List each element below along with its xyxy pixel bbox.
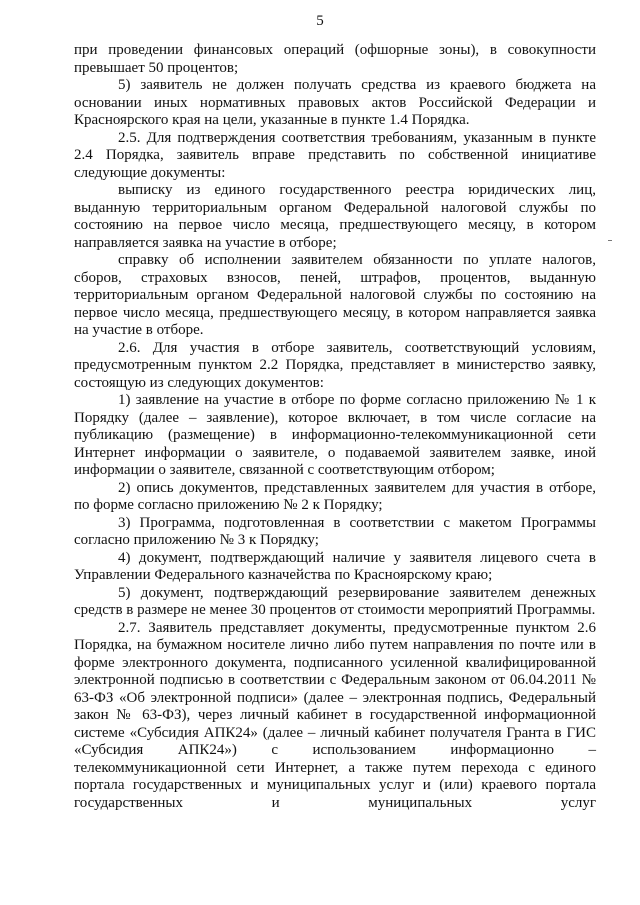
paragraph-2-6: 2.6. Для участия в отборе заявитель, соответствующий условиям, предусмотренным пунктом 2.2 Порядка, представляет в министерство заявку, состоящую из следующих документов: bbox=[74, 339, 596, 391]
paragraph-item-5-reservation: 5) документ, подтверждающий резервирование заявителем денежных средств в размере не менее 30 процентов от стоимости мероприятий Программы. bbox=[74, 584, 596, 618]
paragraph-egrul-extract: выписку из единого государственного реестра юридических лиц, выданную территориальным органом Федеральной налоговой службы по состоянию на первое число месяца, предшествующего месяцу, в котором направляется заявка на участие в отборе; bbox=[74, 182, 596, 251]
paragraph-item-5-budget: 5) заявитель не должен получать средства из краевого бюджета на основании иных нормативных правовых актов Российской Федерации и Красноярского края на цели, указанные в пункте 1.4 Порядка. bbox=[74, 77, 596, 128]
page-number: 5 bbox=[316, 13, 324, 29]
paragraph-offshore-continuation: при проведении финансовых операций (офшорные зоны), в совокупности превышает 50 процентов; bbox=[74, 42, 596, 76]
paragraph-tax-certificate: справку об исполнении заявителем обязанности по уплате налогов, сборов, страховых взносов, пеней, штрафов, процентов, выданную территориальным органом Федеральной налоговой службы по состоянию на первое число месяца, предшествующего месяцу, в котором направляется заявка на участие в отборе. bbox=[74, 252, 596, 338]
paragraph-item-4-account: 4) документ, подтверждающий наличие у заявителя лицевого счета в Управлении Федерального казначейства по Красноярскому краю; bbox=[74, 549, 596, 583]
document-body bbox=[74, 42, 596, 812]
scan-margin-mark bbox=[608, 240, 612, 241]
paragraph-item-1-application: 1) заявление на участие в отборе по форме согласно приложению № 1 к Порядку (далее – заявление), которое включает, в том числе согласие на публикацию (размещение) в информационно-телекоммуникационной сети Интернет информации о заявителе, о подаваемой заявителем заявке, иной информации о заявителе, связанной с соответствующим отбором; bbox=[74, 392, 596, 478]
paragraph-item-2-inventory: 2) опись документов, представленных заявителем для участия в отборе, по форме согласно приложению № 2 к Порядку; bbox=[74, 479, 596, 513]
paragraph-item-3-program: 3) Программа, подготовленная в соответствии с макетом Программы согласно приложению № 3 к Порядку; bbox=[74, 514, 596, 548]
paragraph-2-7: 2.7. Заявитель представляет документы, предусмотренные пунктом 2.6 Порядка, на бумажном носителе лично либо путем направления по почте или в форме электронного документа, подписанного усиленной квалифицированной электронной подписью в соответствии с Федеральным законом от 06.04.2011 № 63-ФЗ «Об электронной подписи» (далее – электронная подпись, Федеральный закон № 63-ФЗ), через личный кабинет в государственной информационной системе «Субсидия АПК24» (далее – личный кабинет получателя Гранта в ГИС «Субсидия АПК24») с использованием информационно – телекоммуникационной сети Интернет, а также путем перехода с единого портала государственных и муниципальных услуг и (или) краевого портала государственных и муниципальных услуг bbox=[74, 619, 596, 811]
paragraph-2-5: 2.5. Для подтверждения соответствия требованиям, указанным в пункте 2.4 Порядка, заявитель вправе представить по собственной инициативе следующие документы: bbox=[74, 129, 596, 181]
